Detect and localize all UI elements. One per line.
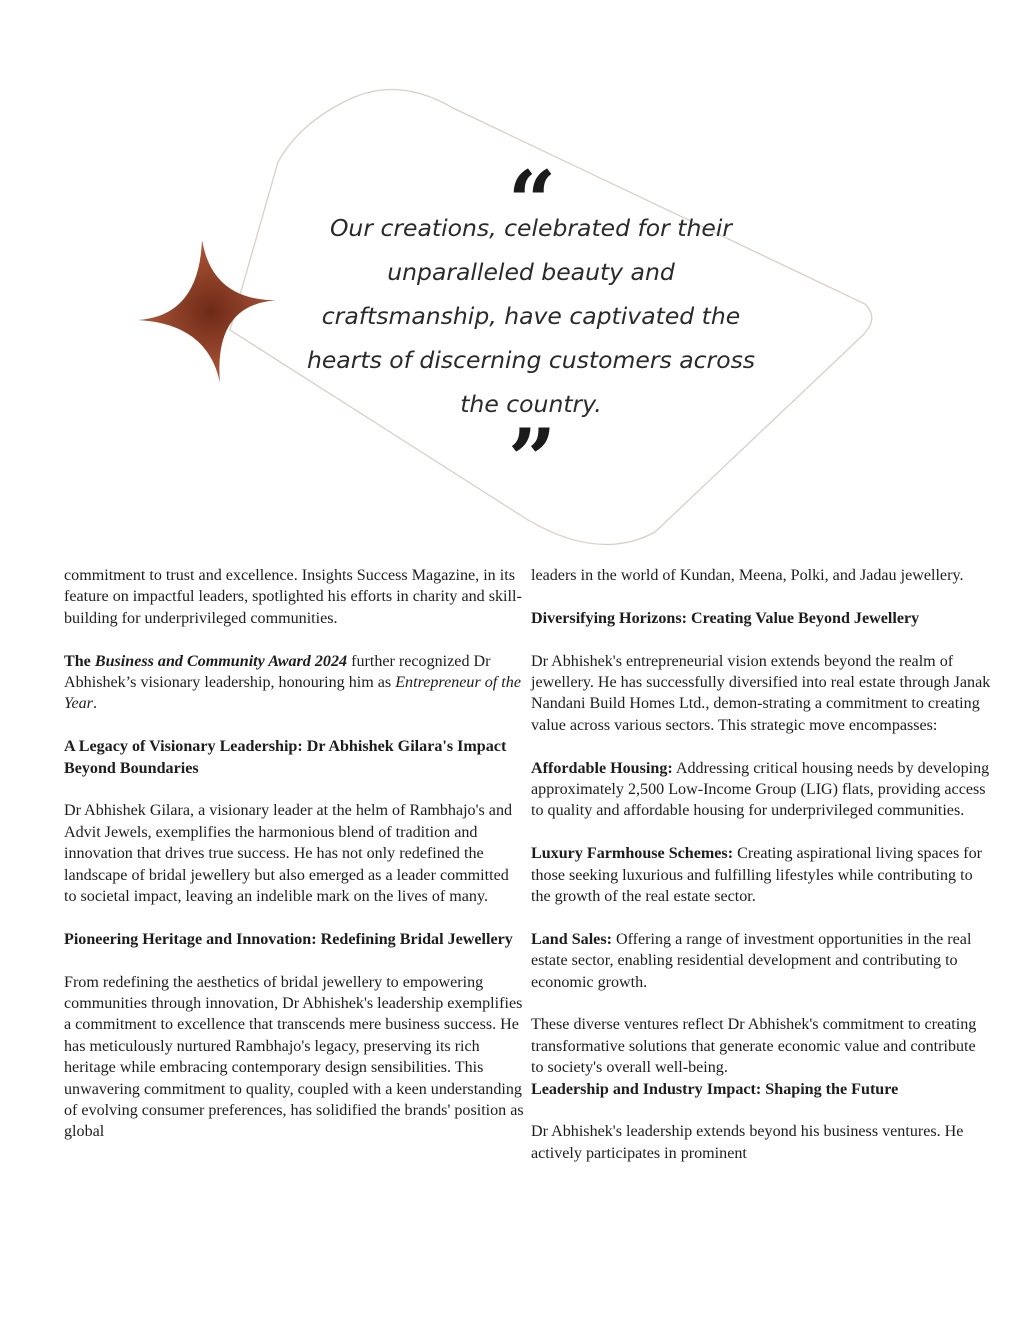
list-item [531,843,991,907]
award-name: Business and Community Award 2024 [94,652,348,670]
section-heading: Leadership and Industry Impact: Shaping the Future [531,1080,899,1098]
list-item [531,758,991,822]
list-item [531,929,991,993]
paragraph-end: . [92,695,97,713]
close-quote-icon: ” [507,410,557,509]
star-icon [138,240,284,383]
item-text: Addressing critical housing needs by developing approximately 2,500 Low-Income Group (LIG) flats, providing access to quality and affordable housing for underprivileged communities. [531,759,990,820]
paragraph: Dr Abhishek's leadership extends beyond his business ventures. He actively participates in prominent [531,1123,964,1162]
section-heading: Diversifying Horizons: Creating Value Beyond Jewellery [531,609,920,627]
paragraph: These diverse ventures reflect Dr Abhishek's commitment to creating transformative solutions that generate economic value and contribute to society's overall well-being. [531,1016,977,1077]
paragraph: commitment to trust and excellence. Insights Success Magazine, in its feature on impactful leaders, spotlighted his efforts in charity and skill-building for underprivileged communities. [64,567,522,627]
award-paragraph [64,651,524,715]
paragraph: Dr Abhishek's entrepreneurial vision extends beyond the realm of jewellery. He has successfully diversified into real estate through Janak Nandani Build Homes Ltd., demon-strating a commitment to creating value across various sectors. This strategic move encompasses: [531,652,991,734]
award-title: Entrepreneur of the Year [64,674,521,713]
item-label: Luxury Farmhouse Schemes: [531,845,734,863]
item-label: Land Sales: [531,930,612,948]
paragraph: From redefining the aesthetics of bridal jewellery to empowering communities through innovation, Dr Abhishek's leadership exemplifies a commitment to excellence that transcends mere business success. He has meticulously nurtured Rambhajo's legacy, preserving its rich heritage while embracing contemporary design sensibilities. This unwavering commitment to quality, coupled with a keen understanding of evolving consumer preferences, has solidified the brands' position as global [64,973,524,1141]
paragraph-lead: The [64,652,95,670]
pull-quote: Our creations, celebrated for their unparalleled beauty and craftsmanship, have captivated the hearts of discerning customers across the country. [306,214,756,418]
item-label: Affordable Housing: [531,759,673,777]
paragraph: Dr Abhishek Gilara, a visionary leader at the helm of Rambhajo's and Advit Jewels, exemplifies the harmonious blend of tradition and innovation that drives true success. He has not only redefined the landscape of bridal jewellery but also emerged as a leader committed to societal impact, leaving an indelible mark on the lives of many. [64,802,513,906]
left-column [64,565,524,1143]
section-heading: Pioneering Heritage and Innovation: Redefining Bridal Jewellery [64,930,513,948]
paragraph: leaders in the world of Kundan, Meena, Polki, and Jadau jewellery. [531,567,964,584]
open-quote-icon: “ [507,152,557,251]
right-column [531,565,991,1164]
section-heading: A Legacy of Visionary Leadership: Dr Abhishek Gilara's Impact Beyond Boundaries [64,738,507,777]
paragraph-text: further recognized Dr Abhishek’s visionary leadership, honouring him as [64,652,491,692]
item-text: Offering a range of investment opportunities in the real estate sector, enabling residential development and contributing to economic growth. [531,930,972,991]
item-text: Creating aspirational living spaces for those seeking luxurious and fulfilling lifestyles while contributing to the growth of the real estate sector. [531,845,982,906]
